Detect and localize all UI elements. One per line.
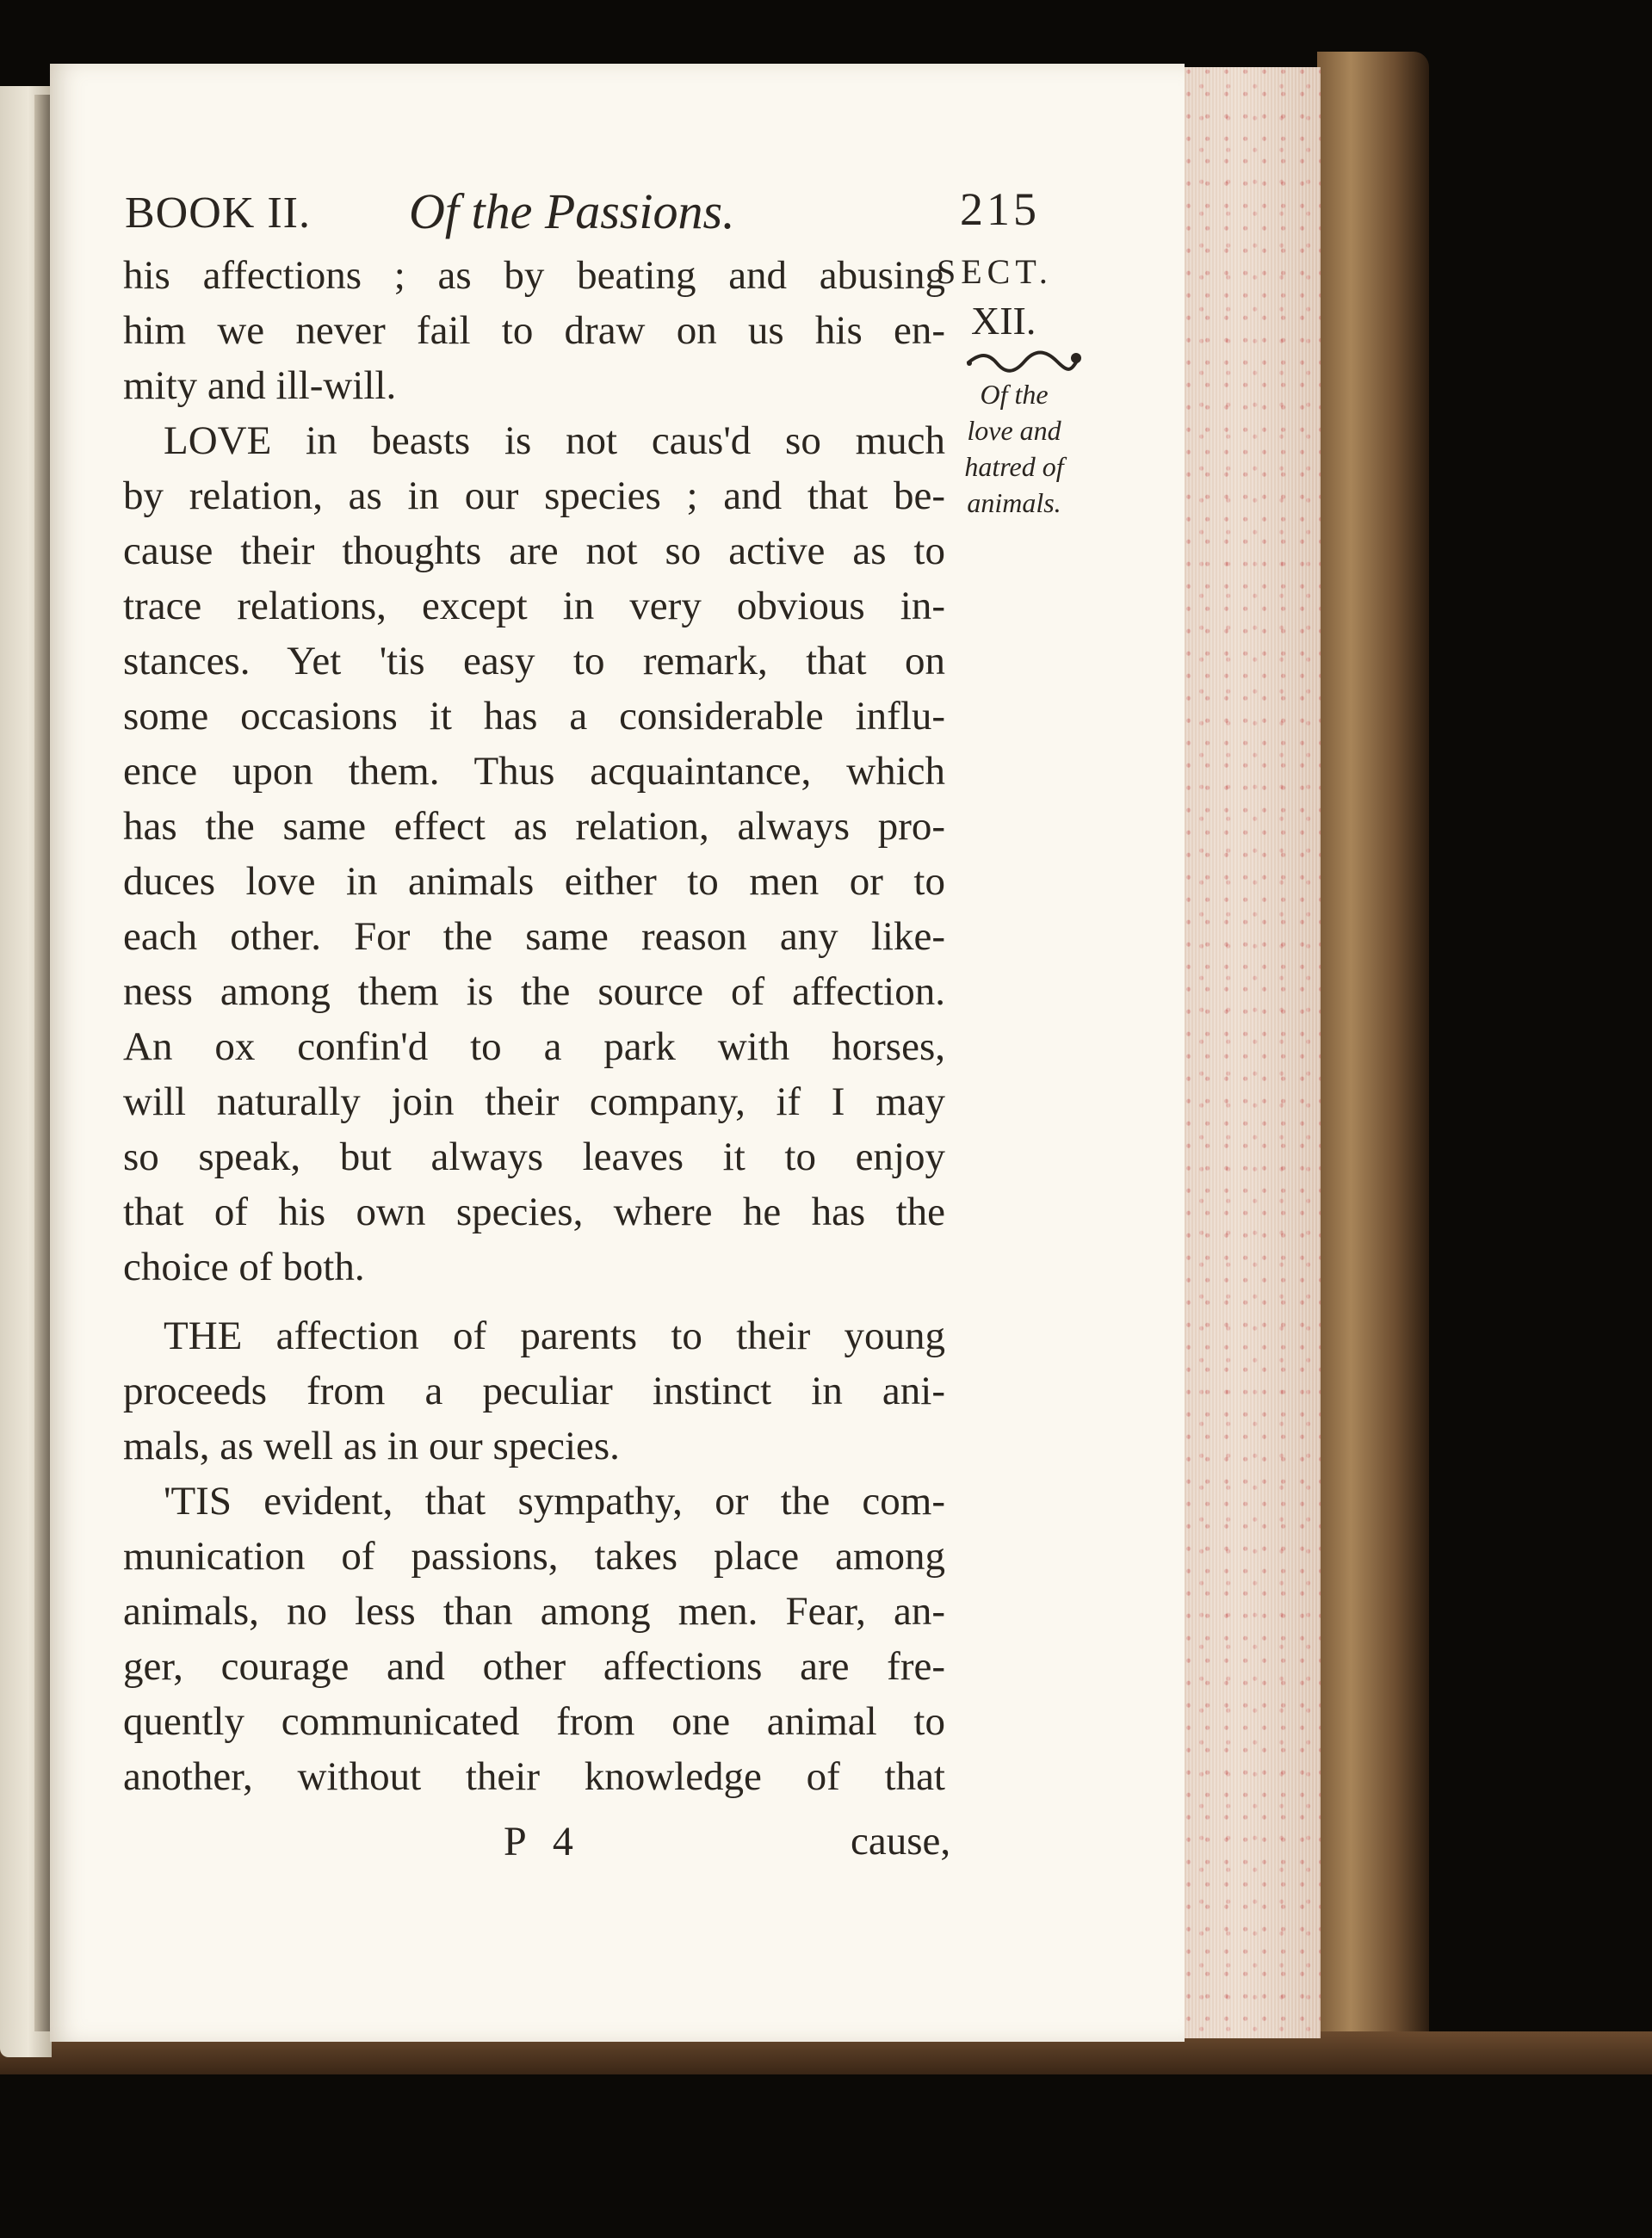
body-line: THE affection of parents to their young	[164, 1314, 945, 1358]
body-line: mity and ill-will.	[123, 363, 397, 408]
page-number: 215	[960, 183, 1040, 235]
fore-edge-sprinkled	[1181, 67, 1321, 2038]
gutter-shadow	[34, 95, 52, 2031]
margin-note-line: animals.	[967, 487, 1061, 518]
body-line: that of his own species, where he has the	[123, 1190, 945, 1234]
body-line: each other. For the same reason any like-	[123, 914, 945, 959]
body-line: An ox confin'd to a park with horses,	[123, 1024, 945, 1069]
body-line: LOVE in beasts is not caus'd so much	[164, 418, 945, 463]
body-line: trace relations, except in very obvious in-	[123, 584, 945, 628]
margin-section-number: XII.	[971, 299, 1036, 343]
body-line: mals, as well as in our species.	[123, 1424, 620, 1468]
book-board-right	[1317, 52, 1429, 2066]
running-head-book: BOOK II.	[125, 189, 311, 238]
body-line: by relation, as in our species ; and that be-	[123, 473, 945, 518]
margin-note-line: hatred of	[964, 451, 1064, 482]
body-line: him we never fail to draw on us his en-	[123, 308, 945, 353]
body-line: will naturally join their company, if I may	[123, 1079, 945, 1124]
margin-note-line: love and	[967, 415, 1061, 446]
body-line: ger, courage and other affections are fre-	[123, 1644, 945, 1689]
body-line: quently communicated from one animal to	[123, 1699, 945, 1744]
body-line: duces love in animals either to men or to	[123, 859, 945, 904]
body-line: animals, no less than among men. Fear, an-	[123, 1589, 945, 1634]
body-line: ness among them is the source of affection.	[123, 969, 945, 1014]
body-line: proceeds from a peculiar instinct in ani-	[123, 1369, 945, 1413]
body-line: another, without their knowledge of that	[123, 1754, 945, 1799]
body-line: choice of both.	[123, 1245, 365, 1289]
running-head-title: Of the Passions.	[409, 183, 735, 239]
signature-mark: P 4	[504, 1819, 582, 1864]
body-line: munication of passions, takes place among	[123, 1534, 945, 1579]
margin-note-line: Of the	[980, 379, 1049, 410]
catchword: cause,	[851, 1819, 951, 1864]
body-line: his affections ; as by beating and abusing	[123, 253, 945, 298]
body-line: some occasions it has a considerable influ-	[123, 694, 945, 739]
body-line: 'TIS evident, that sympathy, or the com-	[164, 1479, 945, 1524]
margin-section-label: SECT.	[937, 252, 1053, 291]
body-line: stances. Yet 'tis easy to remark, that on	[123, 639, 945, 683]
body-line: so speak, but always leaves it to enjoy	[123, 1134, 945, 1179]
flourish-ornament-icon	[962, 344, 1083, 379]
body-line: has the same effect as relation, always pro-	[123, 804, 945, 849]
body-line: cause their thoughts are not so active as to	[123, 529, 945, 573]
body-line: ence upon them. Thus acquaintance, which	[123, 749, 945, 794]
